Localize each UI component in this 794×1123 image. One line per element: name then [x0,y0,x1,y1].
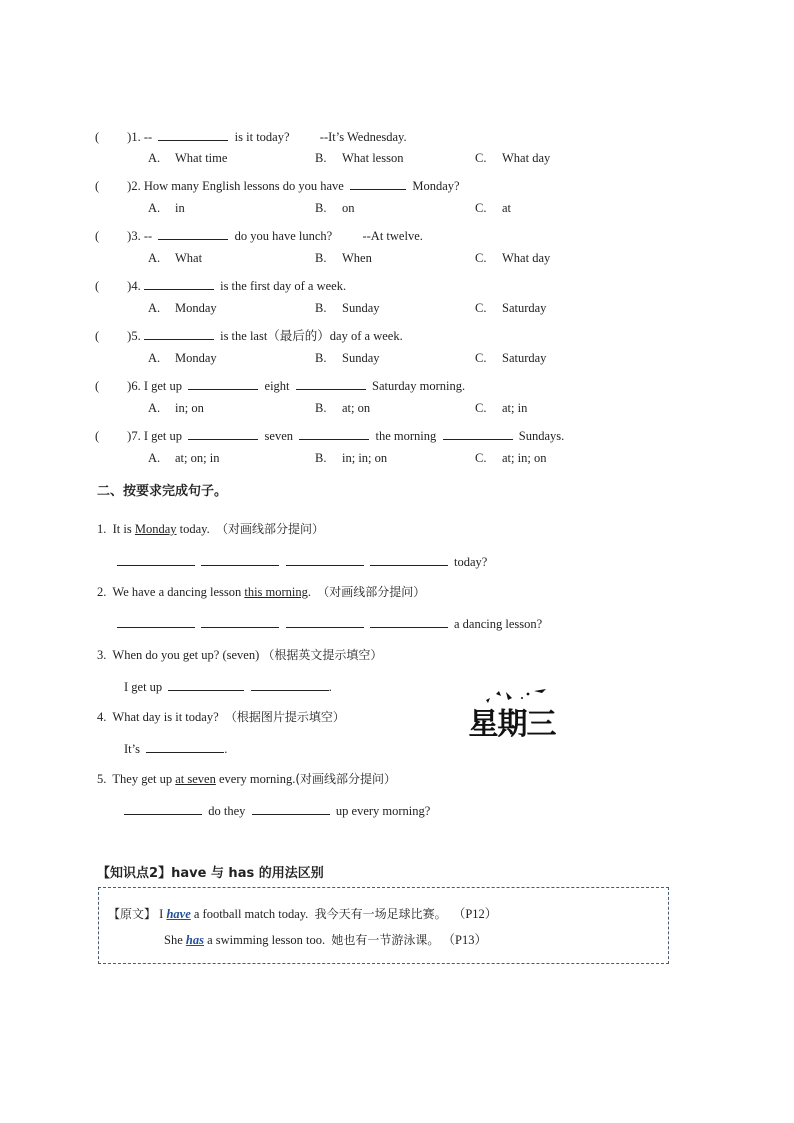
answer-blank[interactable] [188,376,258,390]
mc-3-stem: ( )3. -- do you have lunch? --At twelve. [95,226,423,244]
answer-blank[interactable] [252,801,330,815]
answer-blank[interactable] [158,226,228,240]
s2-q1-answer: today? [117,552,487,570]
answer-blank[interactable] [296,376,366,390]
answer-blank[interactable] [188,426,258,440]
mc-1-stem: ( )1. -- is it today? --It’s Wednesday. [95,127,407,145]
mc-7-stem: ( )7. I get up seven the morning Sundays. [95,426,564,444]
knowledge-line-1: 【原文】 I have a football match today. 我今天有一场足球比赛。 （P12） [108,907,498,921]
mc-1-option-a[interactable]: A. What time [148,151,228,165]
answer-blank[interactable] [286,614,364,628]
wednesday-picture-text: 星期三 [468,707,556,742]
answer-blank[interactable] [370,614,448,628]
mc-5-option-c[interactable]: C. Saturday [475,351,547,365]
mc-1-option-c[interactable]: C. What day [475,151,551,165]
answer-blank[interactable] [201,552,279,566]
answer-blank[interactable] [251,677,329,691]
mc-6-stem: ( )6. I get up eight Saturday morning. [95,376,465,394]
mc-1-option-b[interactable]: B. What lesson [315,151,404,165]
answer-blank[interactable] [124,801,202,815]
knowledge-line-2: She has a swimming lesson too. 她也有一节游泳课。 （P13） [164,933,487,947]
mc-2-option-a[interactable]: A. in [148,201,185,215]
answer-blank[interactable] [158,127,228,141]
mc-4-stem: ( )4. is the first day of a week. [95,276,346,294]
mc-4-option-c[interactable]: C. Saturday [475,301,547,315]
mc-3-option-b[interactable]: B. When [315,251,372,265]
mc-6-option-b[interactable]: B. at; on [315,401,371,415]
mc-3-option-c[interactable]: C. What day [475,251,551,265]
mc-5-stem: ( )5. is the last（最后的）day of a week. [95,326,403,344]
answer-blank[interactable] [350,176,406,190]
mc-7-option-c[interactable]: C. at; in; on [475,451,547,465]
knowledge-box [98,887,669,964]
section-2-title: 二、按要求完成句子。 [97,484,228,499]
mc-6-option-c[interactable]: C. at; in [475,401,528,415]
answer-blank[interactable] [117,552,195,566]
s2-q1-stem: 1. It is Monday today. （对画线部分提问） [97,522,325,536]
s2-q5-stem: 5. They get up at seven every morning.(对画线部分提问） [97,772,397,786]
mc-6-option-a[interactable]: A. in; on [148,401,204,415]
answer-blank[interactable] [168,677,244,691]
answer-blank[interactable] [146,739,224,753]
mc-5-option-a[interactable]: A. Monday [148,351,217,365]
answer-blank[interactable] [144,326,214,340]
s2-q4-stem: 4. What day is it today? （根据图片提示填空） [97,710,345,724]
mc-4-option-a[interactable]: A. Monday [148,301,217,315]
s2-q5-answer: do they up every morning? [124,801,430,819]
answer-blank[interactable] [299,426,369,440]
mc-2-option-c[interactable]: C. at [475,201,512,215]
knowledge-title: 【知识点2】have 与 has 的用法区别 [97,866,324,881]
s2-q3-stem: 3. When do you get up? (seven) （根据英文提示填空） [97,648,383,662]
wednesday-picture [466,688,558,744]
s2-q4-answer: It’s . [124,739,227,757]
mc-2-stem: ( )2. How many English lessons do you have Monday? [95,176,460,194]
answer-blank[interactable] [370,552,448,566]
mc-3-option-a[interactable]: A. What [148,251,203,265]
answer-blank[interactable] [117,614,195,628]
answer-blank[interactable] [144,276,214,290]
mc-2-option-b[interactable]: B. on [315,201,355,215]
answer-blank[interactable] [201,614,279,628]
s2-q3-answer: I get up . [124,677,332,695]
answer-blank[interactable] [286,552,364,566]
answer-blank[interactable] [443,426,513,440]
mc-7-option-b[interactable]: B. in; in; on [315,451,388,465]
mc-7-option-a[interactable]: A. at; on; in [148,451,220,465]
s2-q2-stem: 2. We have a dancing lesson this morning. （对画线部分提问） [97,585,426,599]
mc-4-option-b[interactable]: B. Sunday [315,301,380,315]
s2-q2-answer: a dancing lesson? [117,614,542,632]
mc-5-option-b[interactable]: B. Sunday [315,351,380,365]
